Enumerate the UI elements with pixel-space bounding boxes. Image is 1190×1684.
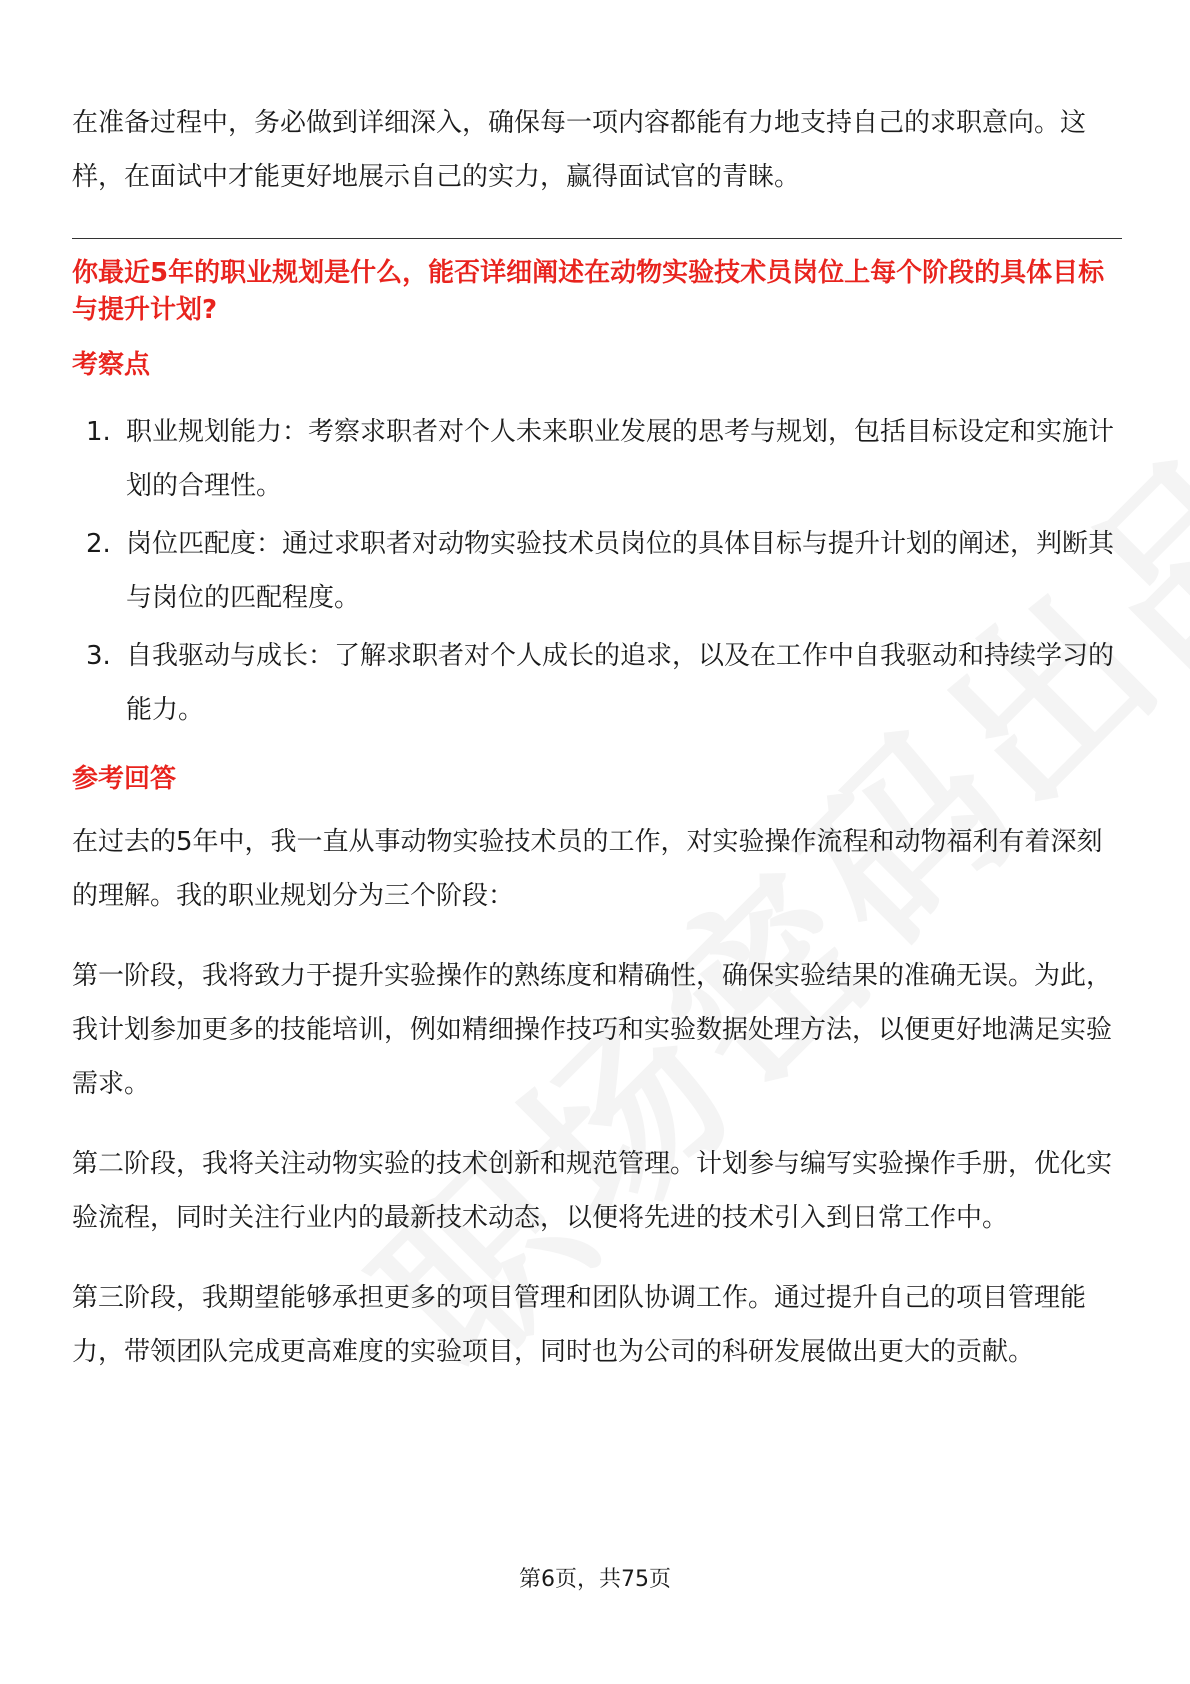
page-content [72, 96, 1122, 1405]
list-item [72, 405, 1122, 513]
list-text: 自我驱动与成长：了解求职者对个人成长的追求，以及在工作中自我驱动和持续学习的能力。 [126, 641, 1115, 725]
answer-paragraph: 第一阶段，我将致力于提升实验操作的熟练度和精确性，确保实验结果的准确无误。为此，我计划参加更多的技能培训，例如精细操作技巧和实验数据处理方法，以便更好地满足实验需求。 [72, 961, 1113, 1099]
intro-paragraph: 在准备过程中，务必做到详细深入，确保每一项内容都能有力地支持自己的求职意向。这样，在面试中才能更好地展示自己的实力，赢得面试官的青睐。 [72, 108, 1087, 192]
answer-paragraph: 第三阶段，我期望能够承担更多的项目管理和团队协调工作。通过提升自己的项目管理能力，带领团队完成更高难度的实验项目，同时也为公司的科研发展做出更大的贡献。 [72, 1283, 1087, 1367]
question-heading: 你最近5年的职业规划是什么，能否详细阐述在动物实验技术员岗位上每个阶段的具体目标与提升计划? [72, 258, 1105, 325]
focus-title: 考察点 [72, 350, 151, 380]
list-item [72, 629, 1122, 737]
section-divider [72, 238, 1122, 239]
list-number: 2. [86, 529, 111, 559]
answer-paragraph: 在过去的5年中，我一直从事动物实验技术员的工作，对实验操作流程和动物福利有着深刻的理解。我的职业规划分为三个阶段： [72, 827, 1103, 911]
list-item [72, 517, 1122, 625]
focus-list [72, 405, 1122, 737]
answer-title: 参考回答 [72, 764, 177, 794]
list-number: 1. [86, 417, 111, 447]
list-text: 岗位匹配度：通过求职者对动物实验技术员岗位的具体目标与提升计划的阐述，判断其与岗位的匹配程度。 [126, 529, 1115, 613]
list-number: 3. [86, 641, 111, 671]
list-text: 职业规划能力：考察求职者对个人未来职业发展的思考与规划，包括目标设定和实施计划的合理性。 [126, 417, 1115, 501]
answer-body [72, 815, 1122, 1379]
answer-paragraph: 第二阶段，我将关注动物实验的技术创新和规范管理。计划参与编写实验操作手册，优化实验流程，同时关注行业内的最新技术动态，以便将先进的技术引入到日常工作中。 [72, 1149, 1113, 1233]
page-number: 第6页，共75页 [519, 1567, 671, 1592]
